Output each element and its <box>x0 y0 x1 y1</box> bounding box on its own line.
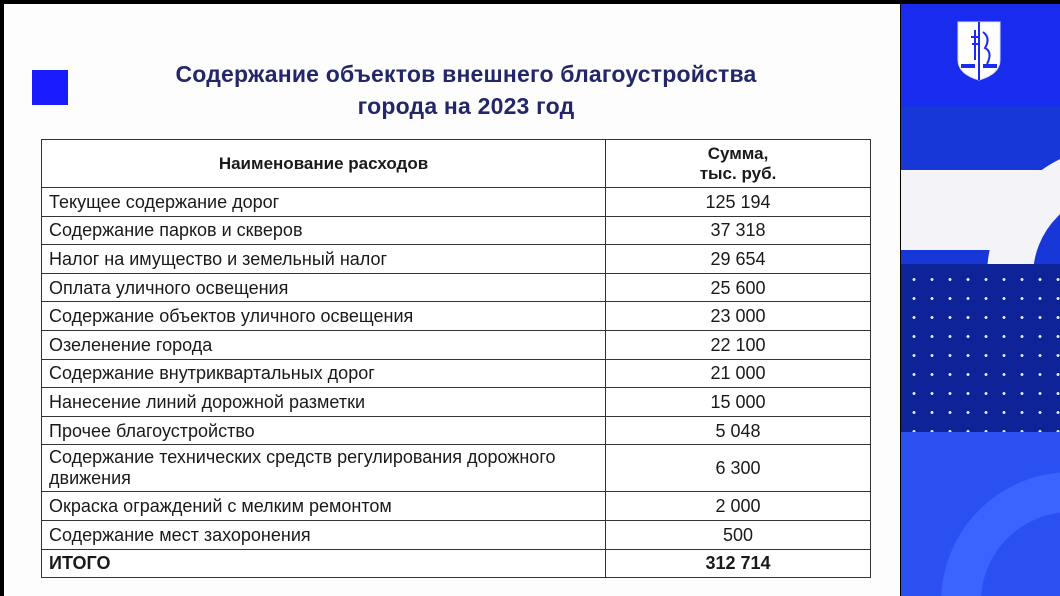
table-row <box>42 492 871 521</box>
expense-name: Текущее содержание дорог <box>42 188 606 217</box>
table-row <box>42 302 871 331</box>
table-row <box>42 330 871 359</box>
expense-name: Оплата уличного освещения <box>42 273 606 302</box>
decorative-side-panel <box>901 4 1060 596</box>
expense-amount: 25 600 <box>606 273 871 302</box>
expense-name: Содержание технических средств регулирования дорожного движения <box>42 445 606 492</box>
expense-name: Озеленение города <box>42 330 606 359</box>
expense-name: Окраска ограждений с мелким ремонтом <box>42 492 606 521</box>
coat-of-arms-icon <box>955 20 1003 82</box>
column-header-amount-line-2: тыс. руб. <box>699 163 777 183</box>
column-header-amount-line-1: Сумма, <box>707 143 769 163</box>
slide-title-line-2: города на 2023 год <box>357 93 575 119</box>
expense-amount: 125 194 <box>606 188 871 217</box>
table-row <box>42 520 871 549</box>
column-header-amount <box>606 140 871 188</box>
expense-name: Содержание внутриквартальных дорог <box>42 359 606 388</box>
column-header-name: Наименование расходов <box>42 140 606 188</box>
slide-title <box>96 58 836 122</box>
expense-name: Содержание мест захоронения <box>42 520 606 549</box>
accent-square <box>32 70 68 105</box>
table-row <box>42 216 871 245</box>
slide-title-line-1: Содержание объектов внешнего благоустройства <box>175 61 757 87</box>
expense-table <box>41 139 871 578</box>
table-row <box>42 188 871 217</box>
decorative-white-arc <box>901 106 1060 264</box>
expense-name: Прочее благоустройство <box>42 416 606 445</box>
table-total-row <box>42 549 871 578</box>
table-row <box>42 388 871 417</box>
table-row <box>42 245 871 274</box>
expense-amount: 15 000 <box>606 388 871 417</box>
expense-amount: 29 654 <box>606 245 871 274</box>
expense-amount: 5 048 <box>606 416 871 445</box>
expense-name: Содержание парков и скверов <box>42 216 606 245</box>
expense-amount: 2 000 <box>606 492 871 521</box>
table-row <box>42 359 871 388</box>
expense-amount: 23 000 <box>606 302 871 331</box>
expense-name: Содержание объектов уличного освещения <box>42 302 606 331</box>
expense-name: Налог на имущество и земельный налог <box>42 245 606 274</box>
expense-amount: 500 <box>606 520 871 549</box>
table-header-row <box>42 140 871 188</box>
table-row <box>42 445 871 492</box>
expense-amount: 6 300 <box>606 445 871 492</box>
decorative-panel-bottom <box>901 432 1060 596</box>
table-row <box>42 273 871 302</box>
expense-name: Нанесение линий дорожной разметки <box>42 388 606 417</box>
expense-amount: 37 318 <box>606 216 871 245</box>
total-amount: 312 714 <box>606 549 871 578</box>
table-row <box>42 416 871 445</box>
decorative-dot-pattern <box>901 264 1060 432</box>
expense-amount: 21 000 <box>606 359 871 388</box>
total-label: ИТОГО <box>42 549 606 578</box>
expense-amount: 22 100 <box>606 330 871 359</box>
